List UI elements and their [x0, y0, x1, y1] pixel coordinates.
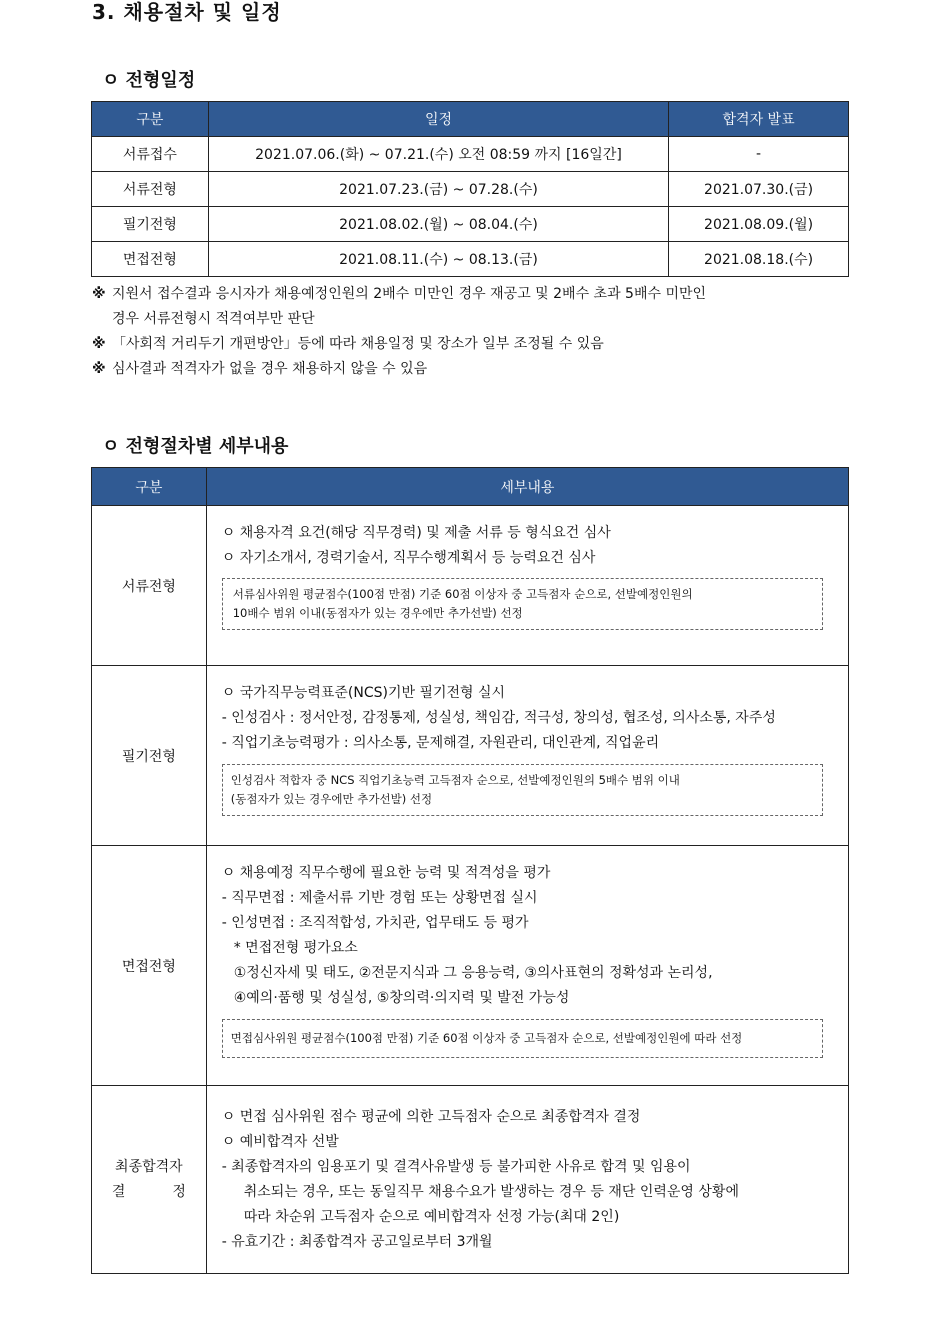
notes: [92, 282, 852, 382]
detail-line: ㅇ 면접 심사위원 점수 평균에 의한 고득점자 순으로 최종합격자 결정: [221, 1109, 641, 1125]
category-final-line1: 최종합격자: [115, 1158, 183, 1175]
row-announcement: 2021.08.18.(수): [669, 242, 849, 277]
criteria-box: [222, 764, 823, 816]
note-item: [92, 332, 852, 357]
table-row: [92, 172, 849, 207]
final-content: [208, 1087, 847, 1255]
detail-line: ㅇ 채용자격 요건(해당 직무경력) 및 제출 서류 등 형식요건 심사: [221, 525, 611, 541]
note-text: 지원서 접수결과 응시자가 채용예정인원의 2배수 미만인 경우 재공고 및 2배수 초과 5배수 미만인: [112, 286, 707, 302]
note-text: 「사회적 거리두기 개편방안」등에 따라 채용일정 및 장소가 일부 조정될 수 있음: [112, 336, 604, 352]
note-text-continued: 경우 서류전형시 적격여부만 판단: [112, 311, 315, 327]
row-schedule: 2021.07.23.(금) ~ 07.28.(수): [208, 172, 668, 207]
detail-line: ㅇ 예비합격자 선발: [221, 1134, 339, 1150]
category-interview: 면접전형: [92, 846, 207, 1086]
header-schedule: 일정: [208, 102, 668, 137]
detail-table: [91, 467, 849, 1274]
category-final-char: 결: [111, 1183, 126, 1200]
note-mark: ※: [92, 361, 106, 377]
header-category: 구분: [92, 102, 209, 137]
criteria-box: [222, 1019, 823, 1058]
row-schedule: 2021.08.11.(수) ~ 08.13.(금): [208, 242, 668, 277]
note-mark: ※: [92, 286, 106, 302]
detail-subline: - 최종합격자의 임용포기 및 결격사유발생 등 불가피한 사유로 합격 및 임용이: [221, 1159, 691, 1175]
detail-subline: - 인성면접 : 조직적합성, 가치관, 업무태도 등 평가: [221, 915, 529, 931]
table-row: [92, 242, 849, 277]
table-row-written: [92, 666, 849, 846]
detail-subline: - 직무면접 : 제출서류 기반 경험 또는 상황면접 실시: [221, 890, 538, 906]
table-row-interview: [92, 846, 849, 1086]
header-detail: 세부내용: [206, 468, 848, 506]
written-content: [208, 667, 847, 816]
criteria-text: 면접심사위원 평균점수(100점 만점) 기준 60점 이상자 중 고득점자 순으로, 선발예정인원에 따라 선정: [230, 1031, 743, 1045]
row-category: 면접전형: [92, 242, 209, 277]
category-document: 서류전형: [92, 506, 207, 666]
table-row: [92, 137, 849, 172]
detail-subline: - 직업기초능력평가 : 의사소통, 문제해결, 자원관리, 대인관계, 직업윤리: [221, 735, 660, 751]
row-announcement: 2021.08.09.(월): [669, 207, 849, 242]
factors-text: ④예의·품행 및 성실성, ⑤창의력·의지력 및 발전 가능성: [233, 990, 570, 1006]
row-announcement: -: [669, 137, 849, 172]
table-row-document: [92, 506, 849, 666]
detail-line: ㅇ 자기소개서, 경력기술서, 직무수행계획서 등 능력요건 심사: [221, 550, 596, 566]
header-announcement: 합격자 발표: [669, 102, 849, 137]
row-category: 필기전형: [92, 207, 209, 242]
note-item: [92, 282, 852, 307]
table-row-final: [92, 1086, 849, 1274]
detail-subline-continued: 따라 차순위 고득점자 순으로 예비합격자 선정 가능(최대 2인): [243, 1209, 620, 1225]
document-content: [208, 507, 847, 630]
criteria-text: 인성검사 적합자 중 NCS 직업기초능력 고득점자 순으로, 선발예정인원의 5배수 범위 이내: [230, 773, 680, 787]
schedule-header-row: [92, 102, 849, 137]
criteria-text: 서류심사위원 평균점수(100점 만점) 기준 60점 이상자 중 고득점자 순으로, 선발예정인원의: [232, 587, 693, 601]
detail-header-row: [92, 468, 849, 506]
row-category: 서류접수: [92, 137, 209, 172]
row-schedule: 2021.07.06.(화) ~ 07.21.(수) 오전 08:59 까지 [16일간]: [208, 137, 668, 172]
section-title: 3. 채용절차 및 일정: [92, 0, 282, 24]
detail-subline-continued: 취소되는 경우, 또는 동일직무 채용수요가 발생하는 경우 등 재단 인력운영 상황에: [243, 1184, 739, 1200]
factors-title: * 면접전형 평가요소: [233, 940, 358, 956]
table-row: [92, 207, 849, 242]
detail-heading: ㅇ 전형절차별 세부내용: [102, 436, 289, 457]
criteria-text: (동점자가 있는 경우에만 추가선발) 선정: [230, 792, 433, 806]
detail-line: ㅇ 국가직무능력표준(NCS)기반 필기전형 실시: [221, 685, 506, 701]
factors-text: ①정신자세 및 태도, ②전문지식과 그 응용능력, ③의사표현의 정확성과 논리성,: [233, 965, 713, 981]
criteria-box: [222, 578, 823, 630]
row-category: 서류전형: [92, 172, 209, 207]
category-final: [92, 1086, 207, 1274]
schedule-table: [91, 101, 849, 277]
detail-line: ㅇ 채용예정 직무수행에 필요한 능력 및 적격성을 평가: [221, 865, 551, 881]
row-announcement: 2021.07.30.(금): [669, 172, 849, 207]
schedule-heading: ㅇ 전형일정: [102, 70, 196, 91]
detail-subline: - 인성검사 : 정서안정, 감정통제, 성실성, 책임감, 적극성, 창의성, 협조성, 의사소통, 자주성: [221, 710, 776, 726]
detail-subline: - 유효기간 : 최종합격자 공고일로부터 3개월: [221, 1234, 493, 1250]
row-schedule: 2021.08.02.(월) ~ 08.04.(수): [208, 207, 668, 242]
note-text: 심사결과 적격자가 없을 경우 채용하지 않을 수 있음: [112, 361, 428, 377]
note-mark: ※: [92, 336, 106, 352]
category-written: 필기전형: [92, 666, 207, 846]
category-final-char: 정: [172, 1183, 186, 1200]
criteria-text: 10배수 범위 이내(동점자가 있는 경우에만 추가선발) 선정: [232, 606, 523, 620]
note-item: [92, 357, 852, 382]
header-category: 구분: [92, 468, 207, 506]
category-final-line2: [112, 1180, 186, 1205]
interview-content: [208, 847, 847, 1058]
